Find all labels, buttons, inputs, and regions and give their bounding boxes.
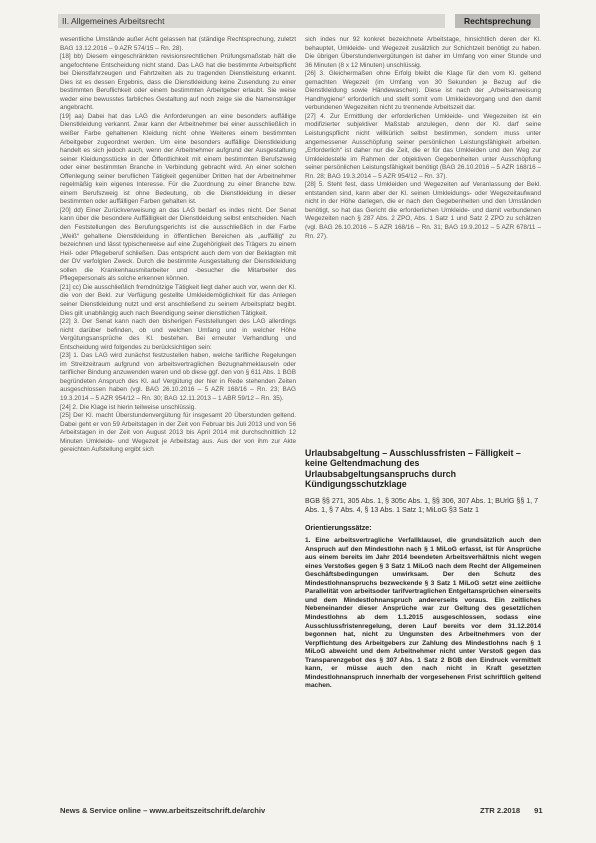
left-paragraph: wesentliche Umstände außer Acht gelassen hat (ständige Rechtsprechung, zuletzt BAG 13.12.2016 – 9 AZR 574/15 – Rn. 28).: [60, 36, 296, 52]
left-paragraph: [25] Der Kl. macht Überstundenvergütung für insgesamt 20 Überstunden geltend. Dabei geht er von 59 Arbeitstagen in der Zeit von Februar bis Juli 2013 und von 56 Arbeitstagen in der Zeit von August 2013 bis April 2014 mit durchschnittlich 12 Minuten Umkleide- und Wegezeit je Arbeitstag aus. Aus der von ihm zur Akte gereichten Aufstellung ergibt sich: [60, 412, 296, 454]
right-paragraph: [27] 4. Zur Ermittlung der erforderlichen Umkleide- und Wegezeiten ist ein modifizierter subjektiver Maßstab anzulegen, denn der Kl. darf seine Leistungspflicht nicht willkürlich selbst bestimmen, sondern muss unter angemessener Ausschöpfung seiner persönlichen Leistungsfähigkeit arbeiten. „Erforderlich“ ist daher nur die Zeit, die er für das Umkleiden und den Weg zur Umkleidestelle im Rahmen der objektiven Gegebenheiten unter Ausschöpfung seiner persönlichen Leistungsfähigkeit benötigt (BAG 26.10.2016 – 5 AZR 168/16 – Rn. 28; BAG 19.3.2014 – 5 AZR 954/12 – Rn. 37).: [305, 112, 541, 180]
left-paragraph: [19] aa) Dabei hat das LAG die Anforderungen an eine besonders auffällige Dienstkleidung verkannt. Zwar kann der Arbeitnehmer bei einer ausschließlich in weißer Farbe gehaltenen Kleidung nicht ohne Weiteres einem bestimmten Arbeitgeber zugeordnet werden. Um eine besonders auffällige Dienstkleidung handelt es sich jedoch auch, wenn der Arbeitnehmer aufgrund der Ausgestaltung seiner Kleidungsstücke in der Öffentlichkeit mit einem bestimmten Berufszweig oder einer bestimmten Branche in Verbindung gebracht wird. An einer solchen Offenlegung seiner beruflichen Tätigkeit gegenüber Dritten hat der Arbeitnehmer regelmäßig kein eigenes Interesse. Für die Zuordnung zu einer Branche bzw. einem Berufszweig ist ohne Bedeutung, ob die Dienstkleidung in dieser bestimmten oder auffälligen Farben gehalten ist.: [60, 112, 296, 206]
section-header: II. Allgemeines Arbeitsrecht: [58, 14, 445, 28]
left-paragraph: [24] 2. Die Klage ist hierin teilweise unschlüssig.: [60, 403, 197, 411]
right-paragraph: [28] 5. Steht fest, dass Umkleiden und Wegezeiten auf Veranlassung der Bekl. entstanden sind, kann aber der Kl. seinen Umkleidungs- oder Wegezeitaufwand nicht in der Höhe darlegen, die er nach den Gegebenheiten und den Umständen benötigt, so hat das Gericht die erforderlichen Umkleide- und damit verbundenen Wegezeiten nach § 287 Abs. 2 ZPO, Abs. 1 Satz 1 und Satz 2 ZPO zu schätzen (vgl. BAG 26.10.2016 – 5 AZR 168/16 – Rn. 31; BAG 19.9.2012 – 5 AZR 678/11 – Rn. 27).: [305, 181, 541, 240]
case-subtitle: Orientierungssätze:: [305, 524, 372, 533]
left-paragraph: [21] cc) Die ausschließlich fremdnützige Tätigkeit liegt daher auch vor, wenn der Kl. die von der Bekl. zur Verfügung gestellte Umkleidemöglichkeit für das Anlegen seiner Dienstkleidung nutzt und erst anschließend zu seinem Arbeitsplatz begibt. Dies gilt unabhängig auch nach Beendigung seiner dienstlichen Tätigkeit.: [60, 283, 296, 317]
left-paragraph: [20] dd) Einer Zurückverweisung an das LAG bedarf es indes nicht. Der Senat kann über die besondere Auffälligkeit der Dienstkleidung selbst entscheiden. Nach den Feststellungen des Berufungsgerichts ist die ausschließlich in der Farbe „Weiß“ gehaltene Dienstkleidung in öffentlichen Bereichen als „auffällig“ zu bezeichnen und lässt typischerweise auf eine Zugehörigkeit des Trägers zu einem Heil- oder Pflegeberuf schließen. Das entspricht auch dem von der Beklagten mit der DV verfolgten Zweck. Durch die bestimmte Ausgestaltung der Dienstkleidung sollen die Krankenhausmitarbeiter und -besucher die Mitarbeiter des Pflegepersonals als solche erkennen können.: [60, 206, 296, 283]
case-body: 1. Eine arbeitsvertragliche Verfallklausel, die grundsätzlich auch den Anspruch auf den Mindestlohn nach § 1 MiLoG erfasst, ist für Ansprüche aus einem bereits im Jahr 2014 beendeten Arbeitsverhältnis nicht wegen eines Verstoßes gegen § 3 Satz 1 MiLoG nach dem Recht der Allgemeinen Geschäftsbedingungen unwirksam. Der den Schutz des Mindestlohnanspruchs bezweckende § 3 Satz 1 MiLoG setzt eine zeitliche Parallelität von arbeitsoder tarifvertraglichen Entgeltansprüchen einerseits und dem Mindestlohnanspruch andererseits voraus. Ein zeitliches Nebeneinander dieser Ansprüche war zur Geltung des gesetzlichen Mindestlohns ab dem 1.1.2015 ausgeschlossen, sodass eine Ausschlussfristenregelung, deren Lauf bereits vor dem 31.12.2014 begonnen hat, nicht zu Ungunsten des Arbeitnehmers von der Verpflichtung des Arbeitgebers zur Zahlung des Mindestlohns nach § 1 MiLoG abweicht und dem Arbeitnehmer nicht unter Verstoß gegen das Transparenzgebot des § 307 Abs. 1 Satz 2 BGB den Eindruck vermittelt kann, er müsse auch den nach nicht in Kraft gesetzten Mindestlohnanspruch innerhalb der vorgesehenen Frist schriftlich geltend machen.: [305, 537, 541, 690]
case-title: Urlaubsabgeltung – Ausschlussfristen – Fälligkeit – keine Geltendmachung des Urlaubsabgeltungsanspruchs durch Kündigungsschutzklage: [305, 448, 521, 490]
right-paragraph: [26] 3. Gleichermaßen ohne Erfolg bleibt die Klage für den vom Kl. geltend gemachten Wegezeit (im Umfang von 30 Sekunden je Bezug auf die Dienstkleidung sowie Händewaschen). Diese ist nach der „Arbeitsanweisung Handhygiene“ erforderlich und stellt somit vom Umkleidevorgang und den damit verbundenen Wegezeiten nicht zu trennende Arbeitszeit dar.: [305, 70, 541, 112]
right-paragraph: sich indes nur 92 konkret bezeichnete Arbeitstage, hinsichtlich deren der Kl. behauptet, Umkleide- und Wegezeit zusätzlich zur Schichtzeit benötigt zu haben. Die übrigen Überstundenvergütungen ist daher im Umfang von einer Stunde und 36 Minuten (8 x 12 Minuten) unschlüssig.: [305, 36, 541, 69]
case-section: [305, 448, 541, 808]
left-column: [60, 36, 296, 806]
left-paragraph: [18] bb) Diesem eingeschränkten revisionsrechtlichen Prüfungsmaßstab hält die angefochtene Entscheidung nicht stand. Das LAG hat die bestimmte Arbeitspflicht bei Dienstfahrzeugen und Fahrtzeiten als zu tragenden Dienstleistung erkannt. Dies ist es dessen Ergebnis, dass die Dienstkleidung keine Zusendung zu einer bestimmten Beruflichkeit oder einem bestimmten Arbeitgeber erlaubt. Sie weise weder eine bewusstes farbliches Gestaltung auf noch zeige sie die Namensträger angebracht.: [60, 53, 296, 112]
page-number: 91: [534, 806, 543, 815]
issue-label: ZTR 2.2018: [480, 806, 521, 815]
left-paragraph: [23] 1. Das LAG wird zunächst festzustellen haben, welche tarifliche Regelungen im Streitzeitraum aufgrund von arbeitsvertraglichen Bezugnahmeklauseln oder tariflicher Bindung anzuwenden waren und ob diese ggf. den von § 611 Abs. 1 BGB begründeten Anspruch des Kl. auf Vergütung der hier in Rede stehenden Zeiten ausgeschlossen haben (vgl. BAG 26.10.2016 – 5 AZR 168/16 – Rn. 23; BAG 19.3.2014 – 5 AZR 954/12 – Rn. 30; BAG 12.11.2013 – 1 ABR 59/12 – Rn. 35).: [60, 352, 296, 402]
footer-issue: [480, 806, 543, 815]
footer-link[interactable]: News & Service online – www.arbeitszeitschrift.de/archiv: [60, 806, 266, 815]
category-header: Rechtsprechung: [455, 14, 540, 28]
case-laws: BGB §§ 271, 305 Abs. 1, § 305c Abs. 1, §§ 306, 307 Abs. 1; BUrlG §§ 1, 7 Abs. 1, § 7 Abs. 4, § 13 Abs. 1 Satz 1; MiLoG §3 Satz 1: [305, 496, 539, 514]
left-paragraph: [22] 3. Der Senat kann nach den bisherigen Feststellungen des LAG allerdings nicht darüber befinden, ob und welchen Umfang und in welcher Höhe Vergütungsansprüche des Kl. bestehen. Bei erneuter Verhandlung und Entscheidung wird folgendes zu berücksichtigen sein:: [60, 318, 296, 351]
right-column-upper: [305, 36, 541, 316]
